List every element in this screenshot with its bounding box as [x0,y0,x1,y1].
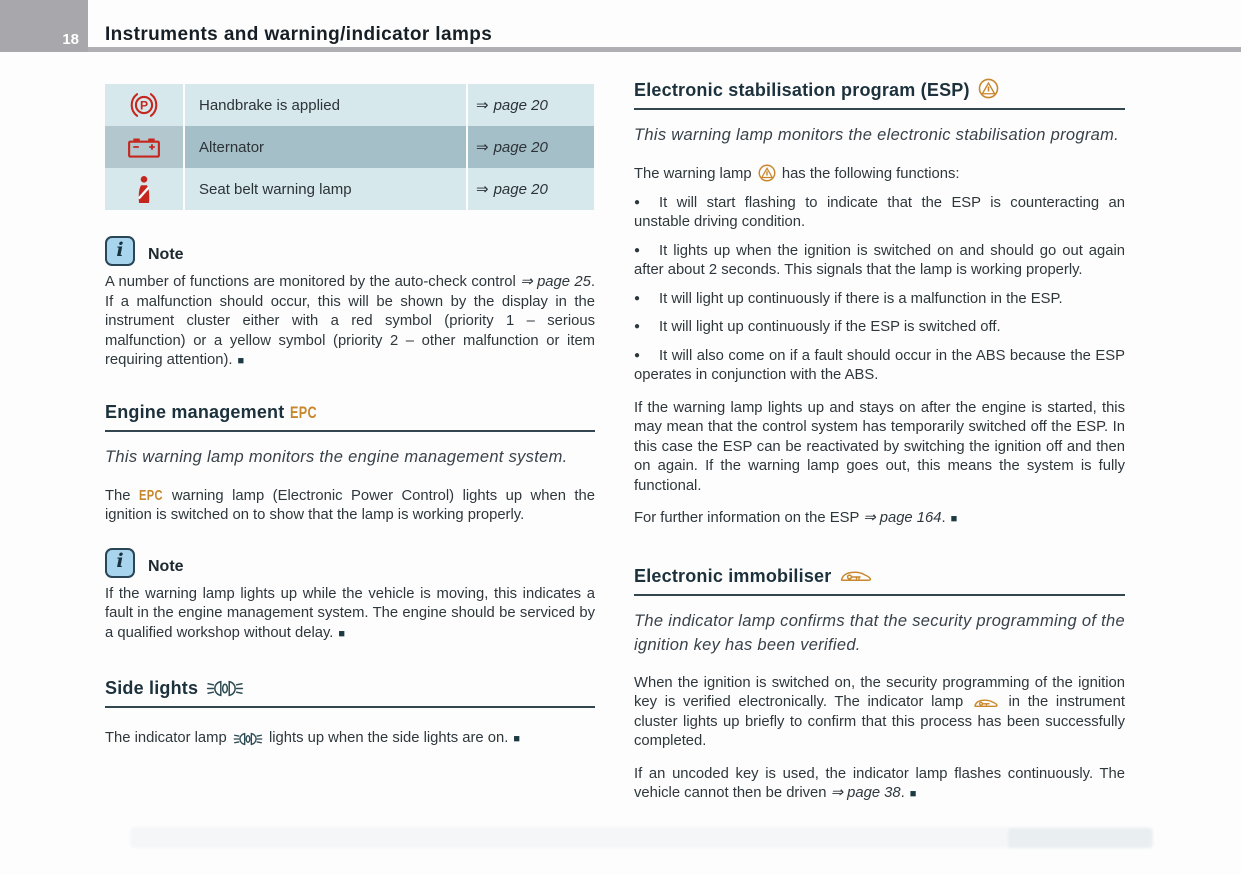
note-title: Note [148,246,184,263]
section-lede: The indicator lamp confirms that the security programming of the ignition key has been verified. [634,611,1125,654]
esp-warning-lamp-icon [978,78,999,99]
table-row-pageref [466,168,594,210]
page-reference [520,274,591,290]
esp-bullet-item [634,193,1125,233]
immobiliser-paragraph [634,765,1125,805]
note-text-part: . If a malfunction should occur, this will be shown by the display in the instrument cluster either with a red symbol (priority 1 – serious malfunction) or a yellow symbol (priority 2 – other malfunction or item requiring attention). [105,274,595,368]
esp-bullet-item [634,241,1125,281]
bullet-text: It will light up continuously if there is a malfunction in the ESP. [659,290,1063,307]
side-lights-icon [206,680,244,697]
page-number-block [0,0,88,52]
section-end-mark: ■ [237,355,245,367]
section-end-mark: ■ [338,627,346,640]
row-label-text: Alternator [199,138,265,156]
heading-text: Engine management [105,401,285,422]
note-title: Note [148,557,184,575]
esp-warning-lamp-icon [758,164,776,182]
table-row-pageref [466,84,594,126]
ref-arrow: ⇒ [476,181,489,198]
immobiliser-paragraph [634,674,1125,752]
esp-bullet-item [634,317,1125,338]
body-text-part: has the following functions: [777,166,960,182]
section-body [105,486,595,526]
scan-bleedthrough-strip [130,827,1150,848]
page-title: Instruments and warning/indicator lamps [105,24,493,45]
epc-lamp-icon: EPC [138,486,163,504]
handbrake-warning-icon [105,84,183,126]
ref-page: page 25 [537,274,591,290]
note-text [105,273,595,372]
svg-text:P: P [139,98,149,113]
epc-lamp-icon: EPC [289,402,317,422]
scan-bleedthrough-patch [1008,828,1153,848]
ref-page: page 20 [493,180,548,198]
info-icon [105,548,135,578]
section-lede: This warning lamp monitors the electronic stabilisation program. [634,126,1120,144]
body-text-part: lights up when the side lights are on. [264,730,509,746]
ref-arrow: ⇒ [520,274,533,290]
info-glyph: i [116,238,124,261]
esp-bullet-item [634,289,1125,310]
section-engine-management [105,402,595,526]
warning-lamp-table [105,84,594,210]
bullet-text: It will also come on if a fault should occur in the ABS because the ESP operates in conjunction with the ABS. [634,347,1125,383]
ref-page: page 164 [879,510,942,526]
left-column [105,84,595,750]
bullet-marker: ● [634,244,641,256]
header-rule [88,47,1241,52]
right-column [634,78,1125,805]
bullet-text: It will start flashing to indicate that the ESP is counteracting an unstable driving condition. [634,194,1125,230]
immobiliser-car-key-icon [839,567,873,585]
section-lede: This warning lamp monitors the engine management system. [105,447,568,466]
info-icon [105,236,135,266]
battery-alternator-icon [105,126,183,168]
row-label-text: Seat belt warning lamp [199,180,352,198]
section-immobiliser [634,566,1125,805]
seat-belt-icon [105,168,183,210]
bullet-marker: ● [634,349,641,361]
side-lights-icon [233,732,263,746]
body-text-part: . [941,510,946,526]
body-text-part: For further information on the ESP [634,510,864,526]
heading-text: Electronic stabilisation program (ESP) [634,80,970,100]
heading-text: Electronic immobiliser [634,565,832,586]
ref-arrow: ⇒ [830,785,844,801]
ref-page: page 38 [847,785,901,801]
note-block-autocheck [105,236,595,372]
note-header [105,236,595,266]
bullet-text: It lights up when the ignition is switched on and should go out again after about 2 seconds. This signals that the lamp is working properly. [634,242,1125,278]
section-heading [105,678,595,708]
immobiliser-car-key-icon [973,696,999,710]
note-text-part: A number of functions are monitored by the auto-check control [105,274,521,290]
page-reference [831,785,901,801]
info-glyph: i [116,550,124,572]
table-row-label [183,84,466,126]
body-text-part: . [900,785,905,801]
bullet-text: It will light up continuously if the ESP is switched off. [659,319,1001,335]
ref-page: page 20 [493,96,548,114]
section-heading [634,566,1125,596]
table-row-label [183,168,466,210]
section-heading [105,402,595,432]
note-text-part: If the warning lamp lights up while the vehicle is moving, this indicates a fault in the engine management system. The engine should be serviced by a qualified workshop without delay. [105,585,595,641]
ref-arrow: ⇒ [476,97,489,114]
body-text-part: in the instrument cluster lights up briefly to confirm that this process has been successfully completed. [634,694,1126,749]
bullet-marker: ● [634,292,641,304]
section-esp [634,78,1125,530]
esp-intro [634,164,1125,185]
esp-paragraph: If the warning lamp lights up and stays on after the engine is started, this may mean that the control system has temporarily switched off the ESP. In this case the ESP can be reactivated by switching the ignition off and then on again. If the warning lamp goes out, this means the system is fully functional. [634,399,1125,494]
bullet-marker: ● [634,321,641,332]
esp-bullet-item [634,346,1125,386]
body-text-part: warning lamp (Electronic Power Control) lights up when the ignition is switched on to show that the lamp is working properly. [105,487,595,523]
note-text [105,585,595,645]
page-reference [863,510,941,526]
section-heading [634,78,1125,110]
body-text-part: When the ignition is switched on, the security programming of the ignition key is verified electronically. The indicator lamp [634,674,1125,710]
ref-arrow: ⇒ [863,510,876,526]
note-header [105,548,595,578]
body-text-part: The indicator lamp [105,730,231,746]
esp-more-info [634,509,1125,530]
note-block-engine [105,548,595,645]
ref-arrow: ⇒ [476,139,489,156]
table-row [105,168,594,210]
section-end-mark: ■ [950,513,958,525]
section-end-mark: ■ [513,733,520,745]
row-label-text: Handbrake is applied [199,96,340,114]
bullet-marker: ● [634,196,641,208]
section-body [105,729,595,750]
body-text-part: The warning lamp [634,166,756,182]
ref-page: page 20 [493,138,548,156]
section-end-mark: ■ [909,788,917,800]
page-number: 18 [62,31,79,48]
table-row-pageref [466,126,594,168]
table-row [105,126,594,168]
body-text-part: The [105,487,139,504]
section-side-lights [105,678,595,750]
table-row [105,84,594,126]
table-row-label [183,126,466,168]
heading-text: Side lights [105,678,199,698]
body-text-part: If an uncoded key is used, the indicator lamp flashes continuously. The vehicle cannot then be driven [634,765,1125,801]
